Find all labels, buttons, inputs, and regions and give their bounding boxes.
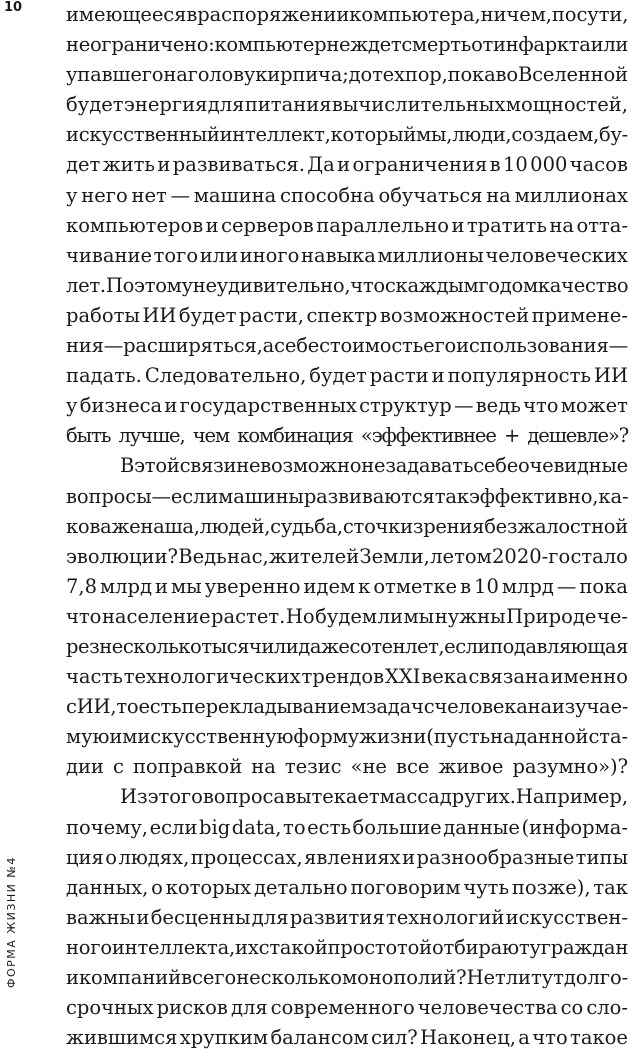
text-line: вопросы — если машины развиваются так эффективно, ка- — [66, 484, 629, 508]
text-line: Из этого вопроса вытекает масса других. Например, — [120, 785, 628, 809]
text-line: почему, если big data, то есть большие данные (информа- — [66, 815, 628, 839]
text-line: рез несколько тысяч или даже сотен лет, если подавляющая — [66, 634, 628, 658]
text-line: дет жить и развиваться. Да и ограничения в 10 000 часов — [66, 153, 628, 177]
text-line: быть лучше, чем комбинация «эффективнее + дешевле»? — [66, 424, 629, 448]
body-text — [66, 0, 628, 1053]
text-line: ния — расширяться, а себестоимость его использования — — [66, 334, 628, 358]
text-line: данных, о которых детально поговорим чуть позже), так — [66, 875, 628, 899]
text-line: падать. Следовательно, будет расти и популярность ИИ — [66, 364, 628, 388]
text-line: лет. Поэтому неудивительно, что с каждым годом качество — [66, 273, 629, 297]
text-line: что население растет. Но будем ли мы нужны Природе че- — [66, 604, 628, 628]
text-line: упавшего на голову кирпича; до тех пор, пока во Вселенной — [66, 63, 628, 87]
text-line: эволюции? Ведь нас, жителей Земли, летом 2020-го стало — [66, 544, 628, 568]
text-line: жившимся хрупким балансом сил? Наконец, а что такое — [66, 1026, 628, 1050]
text-line: искусственный интеллект, который мы, люди, создаем, бу- — [66, 123, 628, 147]
text-line: часть технологических трендов XXI века связана именно — [66, 665, 628, 689]
running-title: ФОРМА ЖИЗНИ №4 — [5, 856, 18, 988]
text-line: 7,8 млрд и мы уверенно идем к отметке в 10 млрд — пока — [66, 574, 628, 598]
text-line: ция о людях, процессах, явлениях и разнообразные типы — [66, 845, 628, 869]
text-line: у бизнеса и государственных структур — ведь что может — [66, 394, 628, 418]
text-line: ного интеллекта, их с такой простотой отбирают у граждан — [66, 935, 629, 959]
text-line: не ограничено: компьютер не ждет смерть от инфаркта или — [66, 33, 629, 57]
text-line: и компаний всего несколько монополий? Нет ли тут долго- — [66, 966, 629, 989]
text-line: мую им искусственную форму жизни (пусть на данной ста- — [66, 725, 629, 749]
text-line: важны и бесценны для развития технологий искусствен- — [66, 905, 628, 929]
text-line: срочных рисков для современного человечества со сло- — [66, 996, 628, 1020]
text-line: с ИИ, то есть перекладыванием задач с человека на изучае- — [66, 695, 629, 719]
text-line: компьютеров и серверов параллельно и тратить на отта- — [66, 213, 628, 237]
text-line: у него нет — машина способна обучаться на миллионах — [66, 183, 628, 207]
text-line: чивание того или иного навыка миллионы человеческих — [66, 243, 628, 267]
text-line: кова же наша, людей, судьба, с точки зрения безжалостной — [66, 514, 628, 538]
page-number: 10 — [4, 0, 23, 15]
text-line: В этой связи невозможно не задавать себе очевидные — [120, 454, 628, 478]
text-line: имеющееся в распоряжении компьютера, ничем, по сути, — [66, 3, 629, 26]
text-line: будет энергия для питания вычислительных мощностей, — [66, 93, 628, 117]
text-line: дии с поправкой на тезис «не все живое разумно»)? — [66, 755, 628, 779]
text-line: работы ИИ будет расти, спектр возможностей примене- — [66, 303, 628, 327]
